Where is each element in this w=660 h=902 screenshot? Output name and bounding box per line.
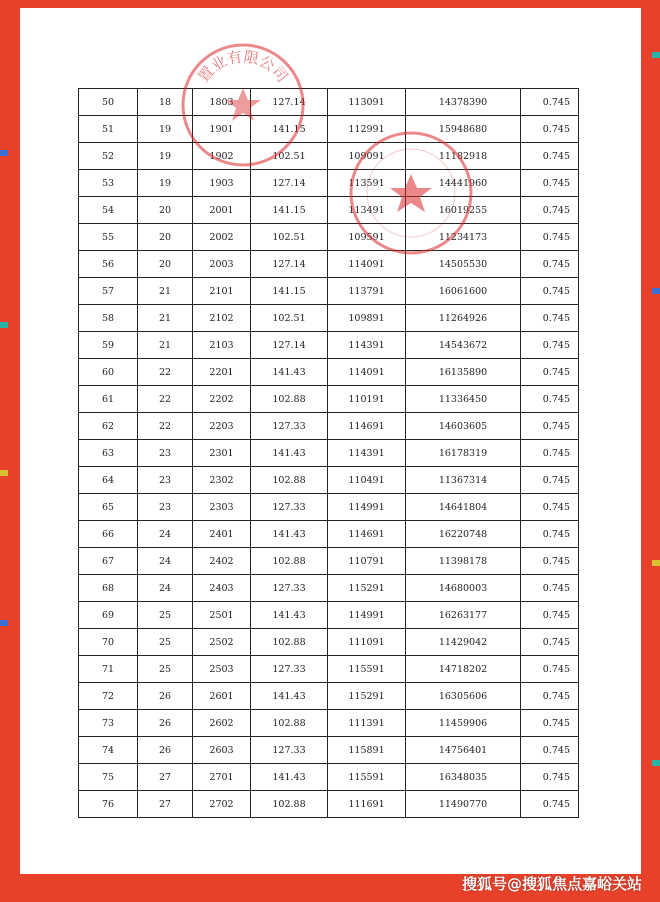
cell-seq: 55 <box>79 224 138 251</box>
cell-unit-price: 114991 <box>328 494 406 521</box>
cell-seq: 70 <box>79 629 138 656</box>
cell-total-price: 14718202 <box>406 656 521 683</box>
cell-unit-price: 111391 <box>328 710 406 737</box>
cell-area: 141.43 <box>251 764 328 791</box>
table-row <box>79 602 579 629</box>
cell-seq: 50 <box>79 89 138 116</box>
cell-floor: 26 <box>138 737 193 764</box>
price-table <box>78 88 579 818</box>
cell-room: 2402 <box>193 548 251 575</box>
cell-floor: 21 <box>138 332 193 359</box>
document-page <box>20 8 641 874</box>
cell-ratio: 0.745 <box>521 413 579 440</box>
cell-total-price: 15948680 <box>406 116 521 143</box>
cell-ratio: 0.745 <box>521 629 579 656</box>
cell-area: 141.15 <box>251 197 328 224</box>
table-row <box>79 278 579 305</box>
cell-room: 2003 <box>193 251 251 278</box>
cell-unit-price: 109591 <box>328 224 406 251</box>
frame-stripe <box>0 620 8 626</box>
cell-total-price: 16348035 <box>406 764 521 791</box>
cell-room: 2501 <box>193 602 251 629</box>
table-row <box>79 170 579 197</box>
cell-unit-price: 114691 <box>328 521 406 548</box>
watermark: 搜狐号@搜狐焦点嘉峪关站 <box>461 875 642 893</box>
svg-text:置业有限公司 <box>194 48 291 86</box>
cell-unit-price: 109091 <box>328 143 406 170</box>
cell-floor: 18 <box>138 89 193 116</box>
cell-ratio: 0.745 <box>521 116 579 143</box>
cell-ratio: 0.745 <box>521 494 579 521</box>
cell-ratio: 0.745 <box>521 521 579 548</box>
table-row <box>79 359 579 386</box>
cell-ratio: 0.745 <box>521 602 579 629</box>
table-row <box>79 656 579 683</box>
frame-stripe <box>0 150 8 156</box>
cell-floor: 26 <box>138 683 193 710</box>
cell-total-price: 14641804 <box>406 494 521 521</box>
cell-ratio: 0.745 <box>521 143 579 170</box>
cell-floor: 24 <box>138 575 193 602</box>
cell-floor: 20 <box>138 251 193 278</box>
cell-total-price: 16178319 <box>406 440 521 467</box>
cell-area: 127.14 <box>251 89 328 116</box>
cell-unit-price: 114391 <box>328 332 406 359</box>
cell-seq: 62 <box>79 413 138 440</box>
cell-unit-price: 110491 <box>328 467 406 494</box>
cell-room: 2503 <box>193 656 251 683</box>
cell-unit-price: 110191 <box>328 386 406 413</box>
cell-area: 141.15 <box>251 116 328 143</box>
cell-total-price: 14680003 <box>406 575 521 602</box>
table-row <box>79 467 579 494</box>
cell-seq: 71 <box>79 656 138 683</box>
cell-room: 2403 <box>193 575 251 602</box>
cell-seq: 52 <box>79 143 138 170</box>
cell-seq: 73 <box>79 710 138 737</box>
frame-stripe <box>0 322 8 328</box>
cell-seq: 51 <box>79 116 138 143</box>
price-table-body <box>79 89 579 818</box>
cell-total-price: 11490770 <box>406 791 521 818</box>
cell-room: 2101 <box>193 278 251 305</box>
cell-area: 141.43 <box>251 602 328 629</box>
cell-ratio: 0.745 <box>521 386 579 413</box>
cell-seq: 58 <box>79 305 138 332</box>
cell-area: 141.15 <box>251 278 328 305</box>
cell-floor: 22 <box>138 359 193 386</box>
cell-floor: 25 <box>138 656 193 683</box>
cell-total-price: 14603605 <box>406 413 521 440</box>
cell-total-price: 16061600 <box>406 278 521 305</box>
cell-area: 141.43 <box>251 359 328 386</box>
table-row <box>79 251 579 278</box>
cell-total-price: 16135890 <box>406 359 521 386</box>
cell-ratio: 0.745 <box>521 737 579 764</box>
cell-unit-price: 109891 <box>328 305 406 332</box>
cell-area: 141.43 <box>251 521 328 548</box>
cell-room: 2001 <box>193 197 251 224</box>
cell-unit-price: 111091 <box>328 629 406 656</box>
cell-seq: 56 <box>79 251 138 278</box>
cell-total-price: 14543672 <box>406 332 521 359</box>
table-row <box>79 494 579 521</box>
table-row <box>79 710 579 737</box>
cell-seq: 74 <box>79 737 138 764</box>
cell-seq: 69 <box>79 602 138 629</box>
cell-unit-price: 114391 <box>328 440 406 467</box>
table-row <box>79 197 579 224</box>
cell-area: 141.43 <box>251 440 328 467</box>
cell-area: 127.33 <box>251 494 328 521</box>
cell-room: 1903 <box>193 170 251 197</box>
cell-floor: 26 <box>138 710 193 737</box>
cell-unit-price: 114091 <box>328 359 406 386</box>
cell-unit-price: 113491 <box>328 197 406 224</box>
table-row <box>79 386 579 413</box>
cell-ratio: 0.745 <box>521 170 579 197</box>
cell-area: 102.51 <box>251 224 328 251</box>
cell-unit-price: 110791 <box>328 548 406 575</box>
cell-unit-price: 115591 <box>328 764 406 791</box>
cell-room: 2303 <box>193 494 251 521</box>
cell-floor: 23 <box>138 467 193 494</box>
cell-seq: 60 <box>79 359 138 386</box>
cell-floor: 21 <box>138 278 193 305</box>
frame-stripe <box>652 560 660 566</box>
cell-area: 102.88 <box>251 710 328 737</box>
cell-total-price: 16019255 <box>406 197 521 224</box>
cell-room: 2401 <box>193 521 251 548</box>
table-row <box>79 143 579 170</box>
table-row <box>79 629 579 656</box>
cell-ratio: 0.745 <box>521 359 579 386</box>
cell-room: 2601 <box>193 683 251 710</box>
cell-unit-price: 114991 <box>328 602 406 629</box>
cell-ratio: 0.745 <box>521 251 579 278</box>
cell-ratio: 0.745 <box>521 467 579 494</box>
cell-total-price: 14756401 <box>406 737 521 764</box>
cell-seq: 61 <box>79 386 138 413</box>
cell-floor: 27 <box>138 764 193 791</box>
cell-total-price: 11336450 <box>406 386 521 413</box>
cell-floor: 22 <box>138 386 193 413</box>
cell-total-price: 14378390 <box>406 89 521 116</box>
cell-floor: 19 <box>138 143 193 170</box>
cell-total-price: 14441960 <box>406 170 521 197</box>
cell-room: 1803 <box>193 89 251 116</box>
cell-room: 2103 <box>193 332 251 359</box>
cell-ratio: 0.745 <box>521 89 579 116</box>
cell-seq: 54 <box>79 197 138 224</box>
cell-seq: 67 <box>79 548 138 575</box>
frame-stripe <box>652 760 660 766</box>
frame-stripe <box>652 288 660 294</box>
table-row <box>79 224 579 251</box>
cell-seq: 53 <box>79 170 138 197</box>
cell-total-price: 16220748 <box>406 521 521 548</box>
cell-floor: 27 <box>138 791 193 818</box>
cell-seq: 57 <box>79 278 138 305</box>
table-row <box>79 521 579 548</box>
cell-total-price: 11264926 <box>406 305 521 332</box>
cell-ratio: 0.745 <box>521 656 579 683</box>
cell-total-price: 16263177 <box>406 602 521 629</box>
cell-area: 127.33 <box>251 656 328 683</box>
cell-room: 2701 <box>193 764 251 791</box>
cell-room: 1902 <box>193 143 251 170</box>
cell-seq: 68 <box>79 575 138 602</box>
cell-room: 2602 <box>193 710 251 737</box>
cell-room: 2702 <box>193 791 251 818</box>
table-row <box>79 116 579 143</box>
cell-room: 2203 <box>193 413 251 440</box>
cell-floor: 23 <box>138 494 193 521</box>
cell-ratio: 0.745 <box>521 278 579 305</box>
cell-total-price: 11459906 <box>406 710 521 737</box>
cell-seq: 65 <box>79 494 138 521</box>
cell-area: 141.43 <box>251 683 328 710</box>
cell-area: 127.33 <box>251 575 328 602</box>
cell-floor: 24 <box>138 548 193 575</box>
cell-floor: 23 <box>138 440 193 467</box>
cell-ratio: 0.745 <box>521 575 579 602</box>
table-row <box>79 575 579 602</box>
cell-ratio: 0.745 <box>521 683 579 710</box>
cell-ratio: 0.745 <box>521 548 579 575</box>
cell-area: 127.14 <box>251 332 328 359</box>
cell-floor: 20 <box>138 197 193 224</box>
frame-stripe <box>0 470 8 476</box>
cell-room: 2002 <box>193 224 251 251</box>
cell-floor: 19 <box>138 116 193 143</box>
cell-unit-price: 113591 <box>328 170 406 197</box>
cell-area: 102.88 <box>251 548 328 575</box>
cell-seq: 63 <box>79 440 138 467</box>
cell-seq: 59 <box>79 332 138 359</box>
table-row <box>79 683 579 710</box>
cell-total-price: 11234173 <box>406 224 521 251</box>
cell-ratio: 0.745 <box>521 224 579 251</box>
cell-ratio: 0.745 <box>521 710 579 737</box>
cell-area: 102.88 <box>251 791 328 818</box>
cell-room: 2302 <box>193 467 251 494</box>
cell-area: 102.51 <box>251 143 328 170</box>
cell-area: 127.14 <box>251 251 328 278</box>
cell-ratio: 0.745 <box>521 791 579 818</box>
cell-floor: 25 <box>138 629 193 656</box>
table-row <box>79 89 579 116</box>
table-row <box>79 305 579 332</box>
cell-floor: 22 <box>138 413 193 440</box>
table-row <box>79 332 579 359</box>
cell-floor: 24 <box>138 521 193 548</box>
table-row <box>79 413 579 440</box>
cell-unit-price: 114691 <box>328 413 406 440</box>
cell-room: 2502 <box>193 629 251 656</box>
cell-ratio: 0.745 <box>521 764 579 791</box>
cell-area: 127.33 <box>251 737 328 764</box>
cell-seq: 66 <box>79 521 138 548</box>
cell-total-price: 11182918 <box>406 143 521 170</box>
cell-area: 127.14 <box>251 170 328 197</box>
cell-floor: 20 <box>138 224 193 251</box>
cell-total-price: 16305606 <box>406 683 521 710</box>
cell-unit-price: 115891 <box>328 737 406 764</box>
cell-room: 1901 <box>193 116 251 143</box>
cell-area: 102.88 <box>251 629 328 656</box>
cell-unit-price: 113091 <box>328 89 406 116</box>
cell-seq: 76 <box>79 791 138 818</box>
cell-unit-price: 115591 <box>328 656 406 683</box>
cell-unit-price: 115291 <box>328 575 406 602</box>
cell-ratio: 0.745 <box>521 305 579 332</box>
cell-seq: 64 <box>79 467 138 494</box>
table-row <box>79 548 579 575</box>
cell-ratio: 0.745 <box>521 197 579 224</box>
table-row <box>79 737 579 764</box>
table-row <box>79 791 579 818</box>
cell-unit-price: 113791 <box>328 278 406 305</box>
cell-room: 2102 <box>193 305 251 332</box>
cell-area: 102.51 <box>251 305 328 332</box>
cell-area: 127.33 <box>251 413 328 440</box>
table-row <box>79 764 579 791</box>
developer-seal-text: 置业有限公司 <box>194 47 292 86</box>
cell-unit-price: 114091 <box>328 251 406 278</box>
cell-seq: 75 <box>79 764 138 791</box>
cell-floor: 19 <box>138 170 193 197</box>
cell-room: 2202 <box>193 386 251 413</box>
cell-area: 102.88 <box>251 467 328 494</box>
cell-area: 102.88 <box>251 386 328 413</box>
cell-room: 2603 <box>193 737 251 764</box>
cell-unit-price: 112991 <box>328 116 406 143</box>
frame-stripe <box>652 52 660 58</box>
cell-total-price: 11429042 <box>406 629 521 656</box>
cell-total-price: 14505530 <box>406 251 521 278</box>
cell-unit-price: 111691 <box>328 791 406 818</box>
cell-seq: 72 <box>79 683 138 710</box>
cell-room: 2201 <box>193 359 251 386</box>
cell-ratio: 0.745 <box>521 332 579 359</box>
cell-floor: 21 <box>138 305 193 332</box>
cell-room: 2301 <box>193 440 251 467</box>
cell-ratio: 0.745 <box>521 440 579 467</box>
cell-unit-price: 115291 <box>328 683 406 710</box>
cell-total-price: 11367314 <box>406 467 521 494</box>
table-row <box>79 440 579 467</box>
cell-floor: 25 <box>138 602 193 629</box>
cell-total-price: 11398178 <box>406 548 521 575</box>
